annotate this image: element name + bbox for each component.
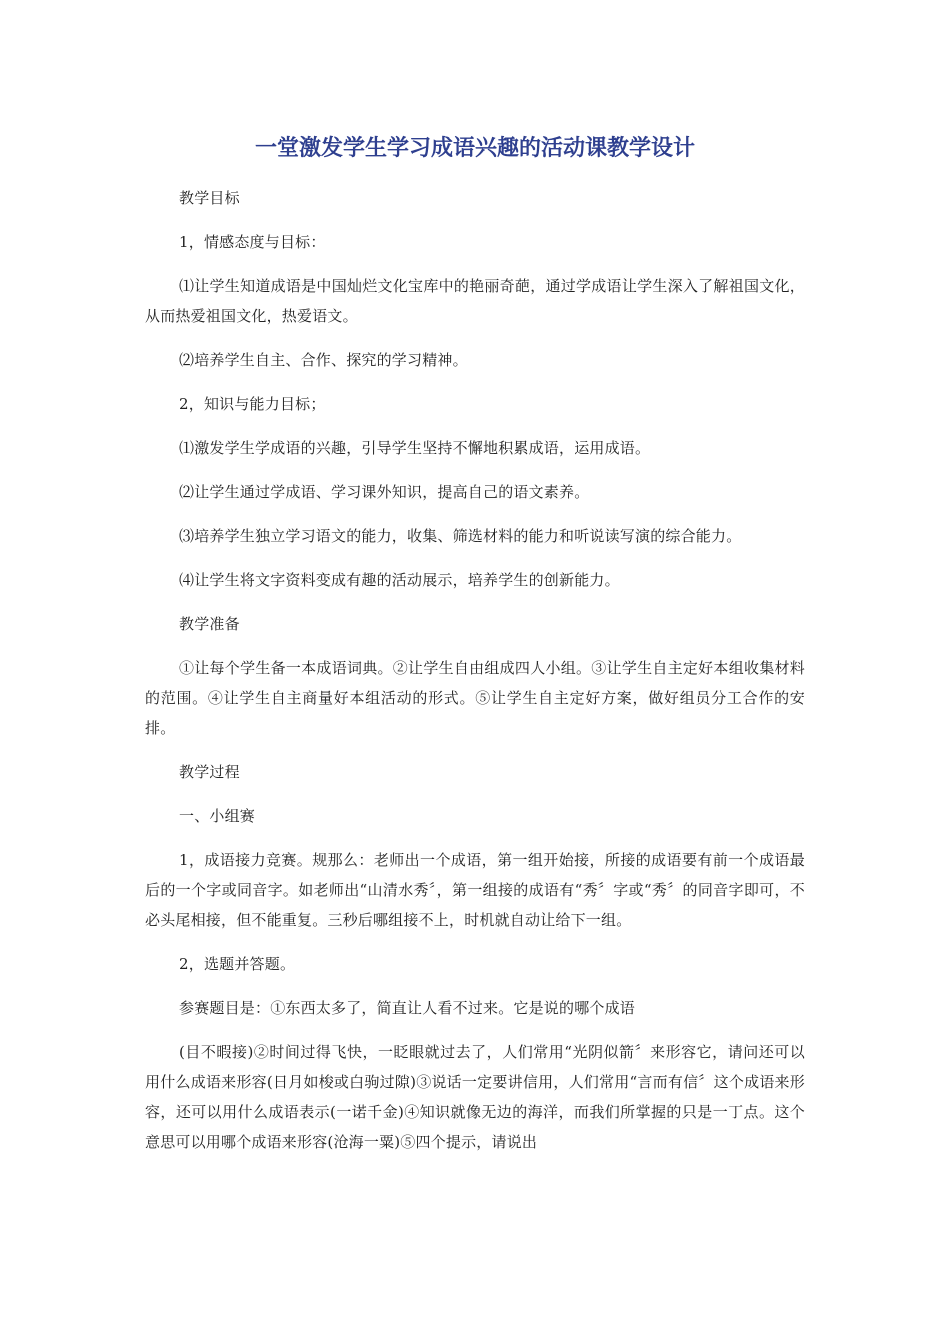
paragraph: ⑴让学生知道成语是中国灿烂文化宝库中的艳丽奇葩，通过学成语让学生深入了解祖国文化，从而热爱祖国文化，热爱语文。	[145, 277, 805, 325]
paragraph: ⑶培养学生独立学习语文的能力，收集、筛选材料的能力和听说读写演的综合能力。	[179, 527, 742, 545]
paragraph: 参赛题目是：①东西太多了，简直让人看不过来。它是说的哪个成语	[179, 999, 636, 1017]
paragraph: ⑵让学生通过学成语、学习课外知识，提高自己的语文素养。	[179, 483, 590, 501]
subheading-knowledge-goals: 2，知识与能力目标；	[179, 395, 326, 413]
subheading-emotion-goals: 1，情感态度与目标：	[179, 233, 326, 251]
paragraph: ⑴激发学生学成语的兴趣，引导学生坚持不懈地积累成语，运用成语。	[179, 439, 651, 457]
heading-teaching-preparation: 教学准备	[179, 615, 240, 633]
heading-teaching-process: 教学过程	[179, 763, 240, 781]
paragraph: (目不暇接)②时间过得飞快，一眨眼就过去了，人们常用“光阴似箭〞来形容它，请问还可以用什么成语来形容(日月如梭或白驹过隙)③说话一定要讲信用，人们常用“言而有信〞这个成语来形容，还可以用什么成语表示(一诺千金)④知识就像无边的海洋，而我们所掌握的只是一丁点。这个意思可以用哪个成语来形容(沧海一粟)⑤四个提示，请说出	[145, 1043, 805, 1151]
paragraph: ①让每个学生备一本成语词典。②让学生自由组成四人小组。③让学生自主定好本组收集材料的范围。④让学生自主商量好本组活动的形式。⑤让学生自主定好方案，做好组员分工合作的安排。	[145, 659, 805, 737]
paragraph: ⑵培养学生自主、合作、探究的学习精神。	[179, 351, 468, 369]
heading-teaching-goals: 教学目标	[179, 189, 240, 207]
paragraph: ⑷让学生将文字资料变成有趣的活动展示，培养学生的创新能力。	[179, 571, 620, 589]
subheading-group-contest: 一、小组赛	[179, 807, 256, 825]
paragraph: 2，选题并答题。	[179, 955, 296, 973]
paragraph: 1，成语接力竞赛。规那么：老师出一个成语，第一组开始接，所接的成语要有前一个成语最后的一个字或同音字。如老师出“山清水秀〞，第一组接的成语有“秀〞字或“秀〞的同音字即可，不必头尾相接，但不能重复。三秒后哪组接不上，时机就自动让给下一组。	[145, 851, 805, 929]
document-body	[145, 183, 805, 1157]
document-title: 一堂激发学生学习成语兴趣的活动课教学设计	[254, 136, 695, 161]
